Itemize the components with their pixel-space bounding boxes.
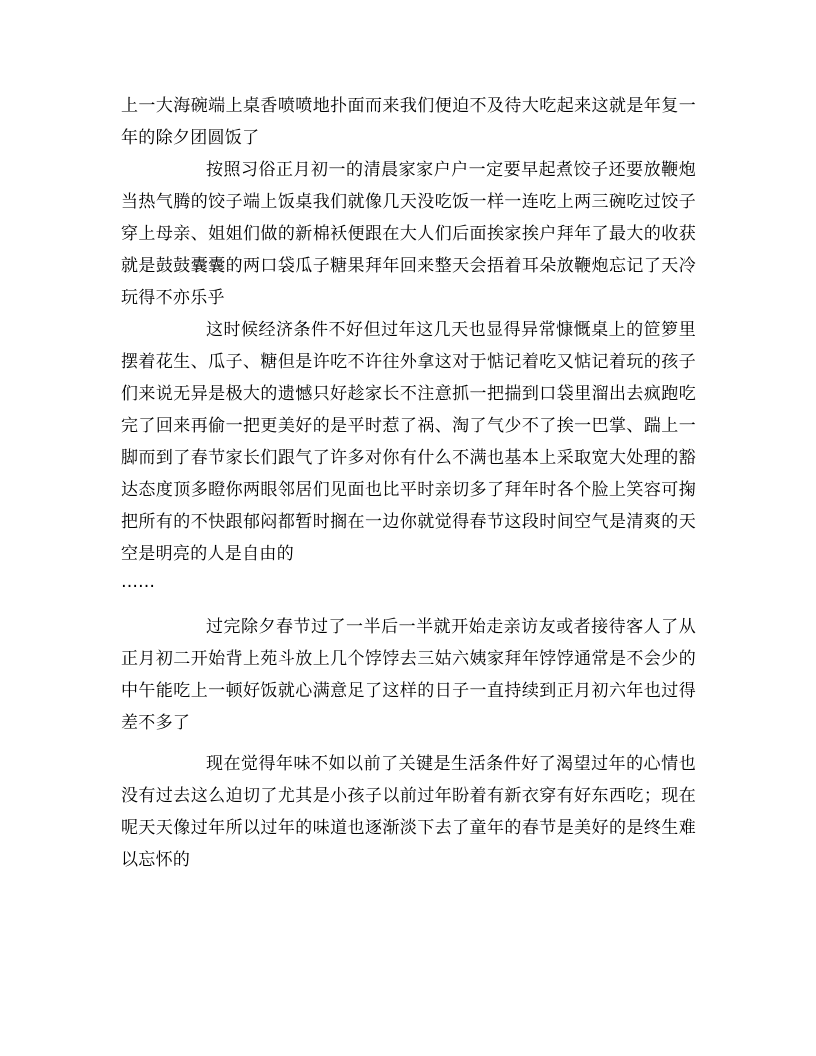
paragraph-gap [121,602,696,611]
paragraph-gap [121,739,696,748]
document-body [121,90,696,876]
paragraph-4: 现在觉得年味不如以前了关键是生活条件好了渴望过年的心情也没有过去这么迫切了尤其是小孩子以前过年盼着有新衣穿有好东西吃；现在呢天天像过年所以过年的味道也逐渐淡下去了童年的春节是美好的是终生难以忘怀的 [121,754,696,870]
paragraph-3: 过完除夕春节过了一半后一半就开始走亲访友或者接待客人了从正月初二开始背上苑斗放上几个饽饽去三姑六姨家拜年饽饽通常是不会少的中午能吃上一顿好饭就心满意足了这样的日子一直持续到正月初六年也过得差不多了 [121,617,696,733]
paragraph-0: 上一大海碗端上桌香喷喷地扑面而来我们便迫不及待大吃起来这就是年复一年的除夕团圆饭了 [121,96,696,148]
ellipsis-text: …… [121,572,155,592]
paragraph-2: 这时候经济条件不好但过年这几天也显得异常慷慨桌上的笸箩里摆着花生、瓜子、糖但是许吃不许往外拿这对于惦记着吃又惦记着玩的孩子们来说无异是极大的遗憾只好趁家长不注意抓一把揣到口袋里溜出去疯跑吃完了回来再偷一把更美好的是平时惹了祸、淘了气少不了挨一巴掌、踹上一脚而到了春节家长们跟气了许多对你有什么不满也基本上采取宽大处理的豁达态度顶多瞪你两眼邻居们见面也比平时亲切多了拜年时各个脸上笑容可掬把所有的不快跟郁闷都暂时搁在一边你就觉得春节这段时间空气是清爽的天空是明亮的人是自由的 [121,320,696,564]
paragraph-1: 按照习俗正月初一的清晨家家户户一定要早起煮饺子还要放鞭炮当热气腾的饺子端上饭桌我们就像几天没吃饭一样一连吃上两三碗吃过饺子穿上母亲、姐姐们做的新棉袄便跟在大人们后面挨家挨户拜年了最大的收获就是鼓鼓囊囊的两口袋瓜子糖果拜年回来整天会捂着耳朵放鞭炮忘记了天冷玩得不亦乐乎 [121,160,696,308]
